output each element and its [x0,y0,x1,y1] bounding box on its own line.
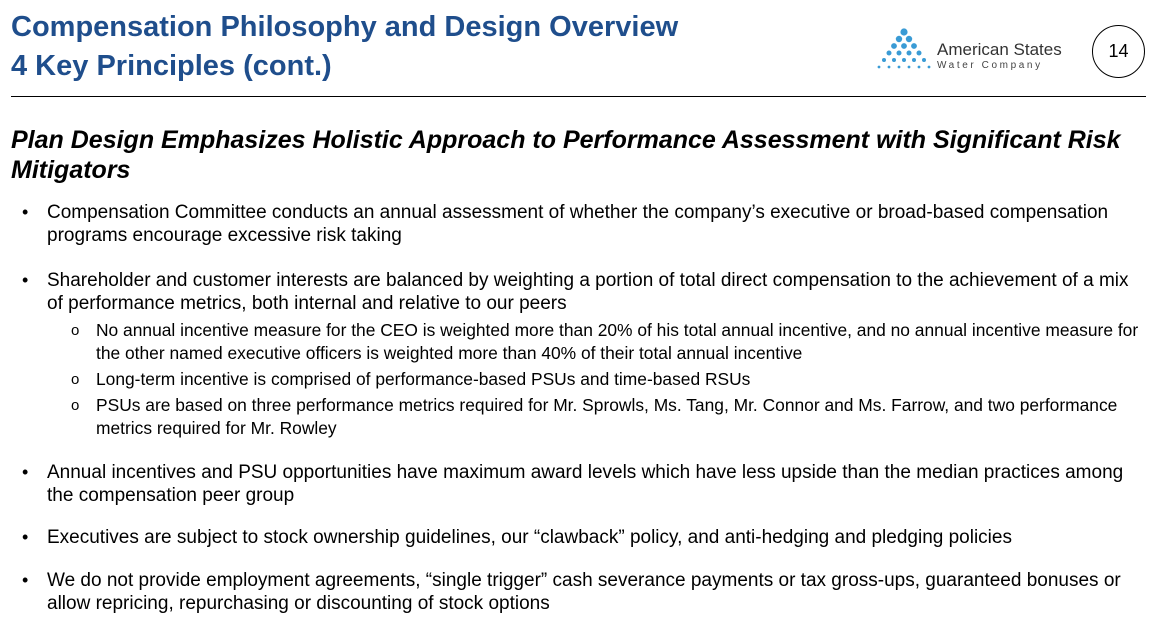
bullet-marker: • [22,462,29,482]
title-line-2: 4 Key Principles (cont.) [11,50,332,82]
sub-bullet-text: No annual incentive measure for the CEO is weighted more than 20% of his total annual incentive, and no annual incentive measure for the other named executive officers is weighted more than 40% of their total annual incentive [96,320,1139,363]
sub-bullet-marker: o [71,397,80,414]
sub-bullet-item [0,394,1156,440]
sub-bullet-text: Long-term incentive is comprised of performance-based PSUs and time-based RSUs [96,369,751,389]
sub-bullet-text: PSUs are based on three performance metrics required for Mr. Sprowls, Ms. Tang, Mr. Connor and Ms. Farrow, and two performance metrics required for Mr. Rowley [96,395,1118,438]
bullet-text: Compensation Committee conducts an annual assessment of whether the company’s executive or broad-based compensation programs encourage excessive risk taking [47,202,1109,246]
bullet-item [0,201,1147,247]
slide-title [11,8,678,86]
bullet-text: Shareholder and customer interests are balanced by weighting a portion of total direct compensation to the achievement of a mix of performance metrics, both internal and relative to our peers [47,270,1129,314]
bullet-text: We do not provide employment agreements, “single trigger” cash severance payments or tax gross-ups, guaranteed bonuses or allow repricing, repurchasing or discounting of stock options [47,570,1121,614]
bullet-item [0,461,1147,507]
bullet-list [0,199,1165,615]
bullet-marker: • [22,202,29,222]
bullet-marker: • [22,527,29,547]
bullet-text: Annual incentives and PSU opportunities have maximum award levels which have less upside than the median practices among the compensation peer group [47,462,1124,506]
bullet-item [0,569,1147,615]
bullet-marker: • [22,270,29,290]
water-drop-dots-icon [876,26,934,72]
bullet-item [0,526,1147,549]
header-divider [11,96,1146,97]
sub-bullet-item [0,319,1156,365]
logo-company-subname: Water Company [937,60,1043,71]
title-line-1: Compensation Philosophy and Design Overview [11,11,679,43]
bullet-text: Executives are subject to stock ownership guidelines, our “clawback” policy, and anti-hedging and pledging policies [47,527,1012,548]
section-subtitle: Plan Design Emphasizes Holistic Approach to Performance Assessment with Significant Risk Mitigators [11,126,1121,184]
page-number: 14 [1092,25,1145,78]
bullet-marker: • [22,570,29,590]
sub-bullet-marker: o [71,322,80,339]
logo-company-name: American States [937,40,1062,59]
sub-bullet-item [0,368,1156,391]
bullet-item [0,269,1147,315]
sub-bullet-marker: o [71,371,80,388]
company-logo [876,26,1076,74]
